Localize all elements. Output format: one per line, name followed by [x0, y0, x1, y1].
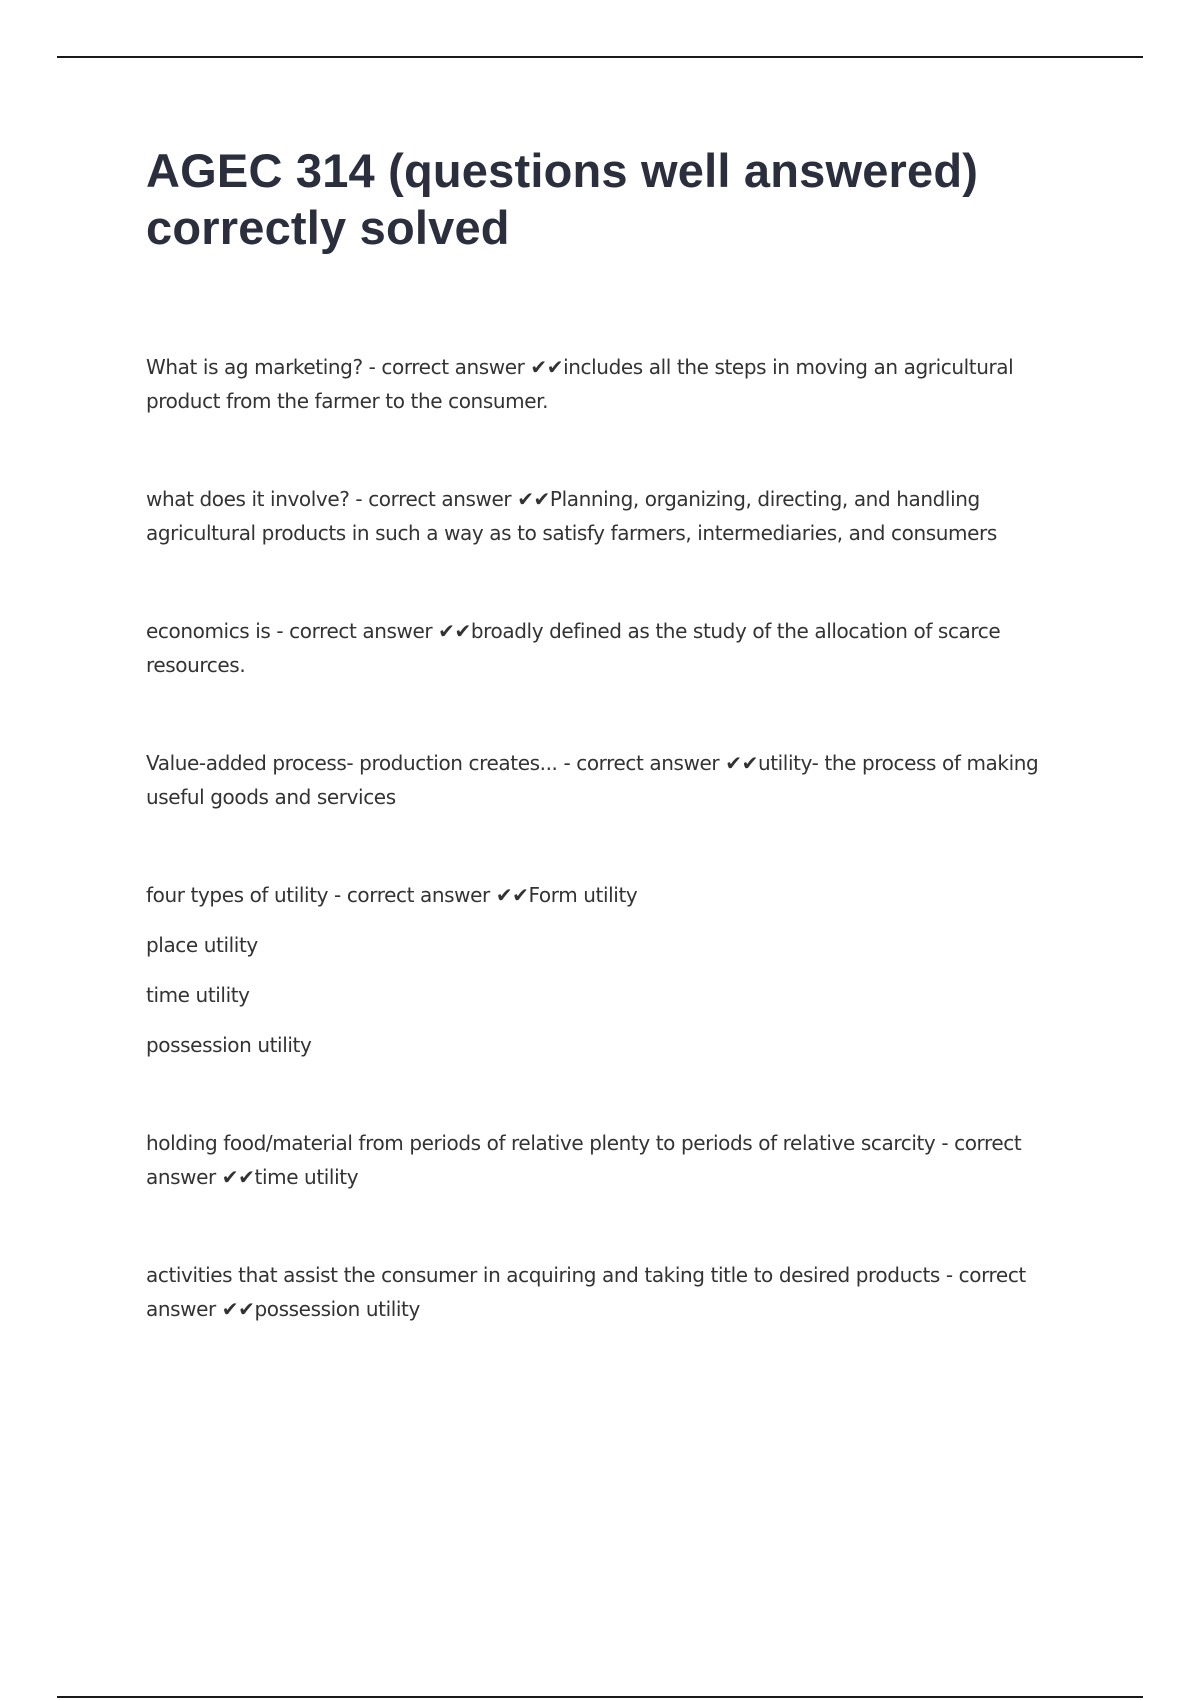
answer-text: possession utility — [254, 1297, 420, 1321]
double-check-icon: ✔✔ — [517, 487, 550, 511]
bottom-rule — [57, 1696, 1143, 1698]
top-rule — [57, 56, 1143, 58]
qa-item — [146, 746, 1086, 814]
answer-text: Form utility — [528, 883, 638, 907]
double-check-icon: ✔✔ — [495, 883, 529, 907]
answer-continuation: time utility — [146, 983, 250, 1007]
double-check-icon: ✔✔ — [221, 1165, 255, 1189]
answer-continuation: place utility — [146, 933, 258, 957]
qa-item — [146, 878, 1086, 912]
question-text: four types of utility - correct answer — [146, 883, 496, 907]
question-text: Value-added process- production creates... - correct answer — [146, 751, 726, 775]
answer-text: time utility — [254, 1165, 359, 1189]
double-check-icon: ✔✔ — [221, 1297, 255, 1321]
qa-item — [146, 350, 1086, 418]
answer-text: Planning, organizing, directing, and handling agricultural products in such a way as to satisfy farmers, intermediaries, and consumers — [146, 487, 997, 545]
double-check-icon: ✔✔ — [725, 751, 758, 775]
question-text: What is ag marketing? - correct answer — [146, 355, 531, 379]
answer-text: includes all the steps in moving an agricultural product from the farmer to the consumer. — [146, 355, 1014, 413]
document-title: AGEC 314 (questions well answered) correctly solved — [146, 144, 979, 254]
double-check-icon: ✔✔ — [438, 619, 471, 643]
question-text: holding food/material from periods of relative plenty to periods of relative scarcity - correct answer — [146, 1131, 1022, 1189]
qa-item — [146, 1258, 1086, 1326]
question-text: activities that assist the consumer in acquiring and taking title to desired products - correct answer — [146, 1263, 1026, 1321]
qa-item — [146, 614, 1086, 682]
double-check-icon: ✔✔ — [530, 355, 564, 379]
answer-text: broadly defined as the study of the allocation of scarce resources. — [146, 619, 1001, 677]
question-text: economics is - correct answer — [146, 619, 439, 643]
question-text: what does it involve? - correct answer — [146, 487, 518, 511]
qa-item — [146, 1126, 1086, 1194]
qa-item — [146, 482, 1086, 550]
document-body — [146, 142, 1086, 1390]
qa-list — [146, 350, 1086, 1326]
answer-text: utility- the process of making useful goods and services — [146, 751, 1039, 809]
answer-continuation: possession utility — [146, 1033, 312, 1057]
